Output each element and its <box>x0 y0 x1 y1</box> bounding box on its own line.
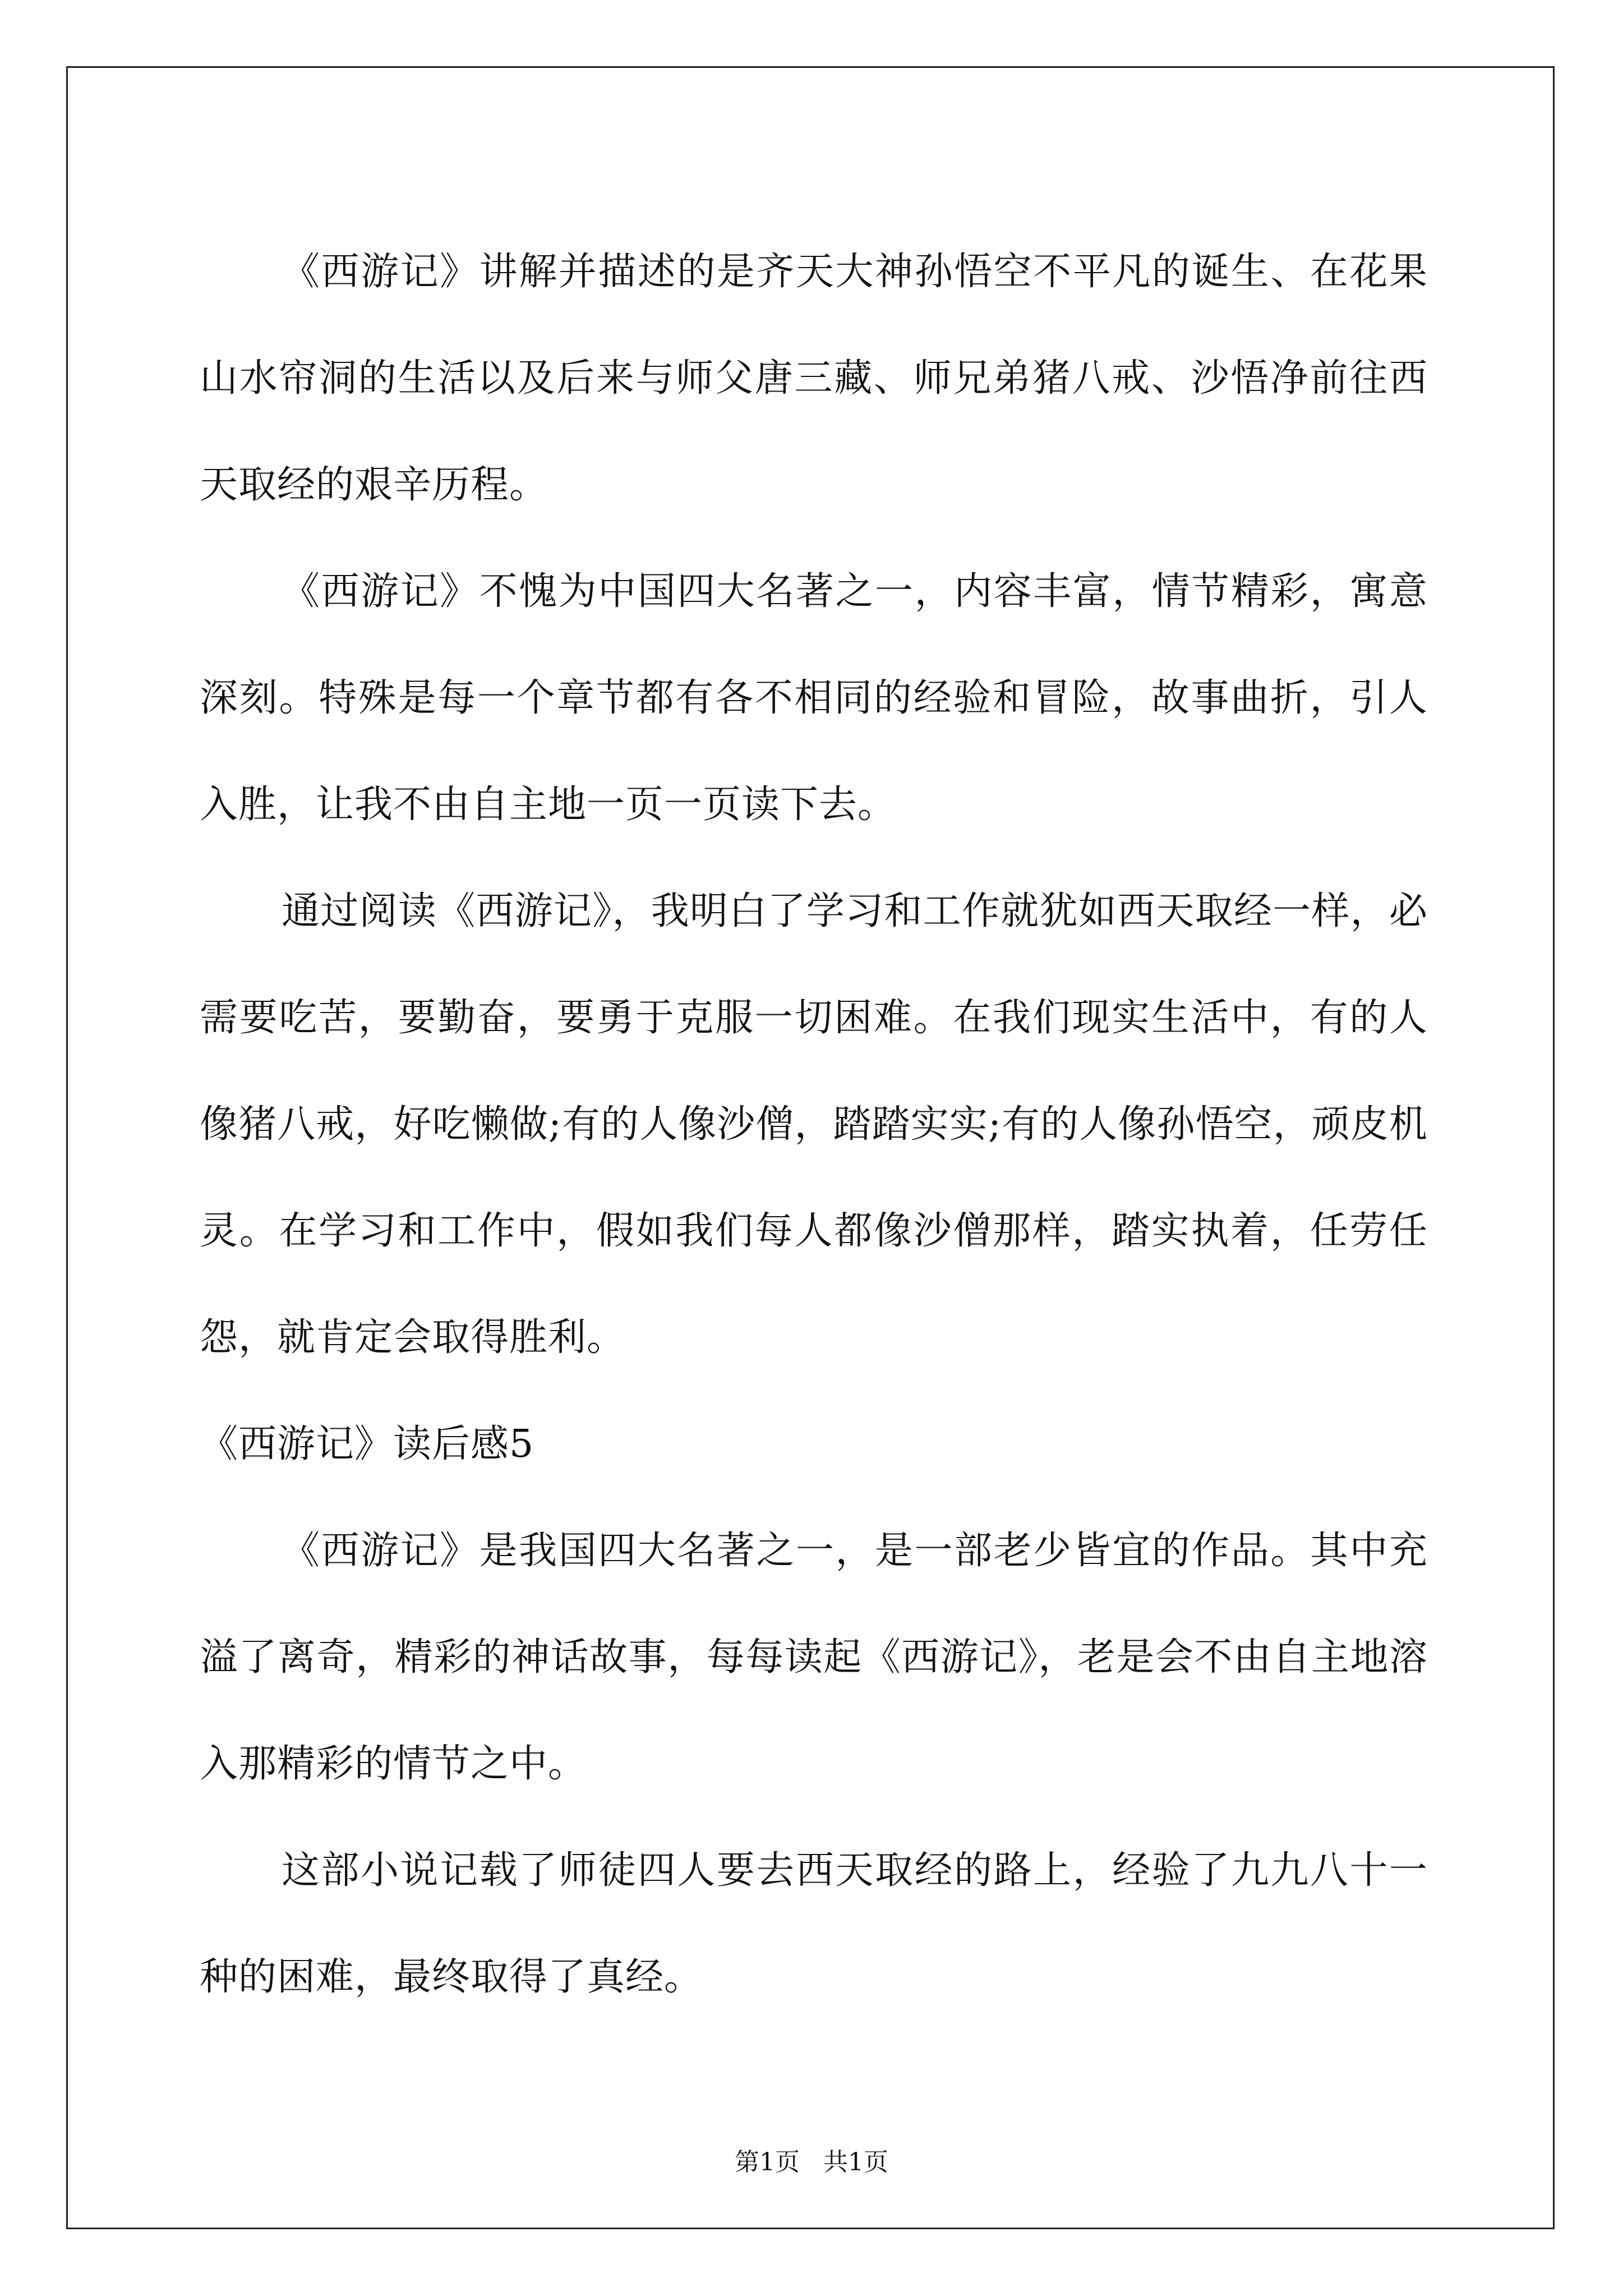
paragraph: 《西游记》是我国四大名著之一，是一部老少皆宜的作品。其中充溢了离奇，精彩的神话故事，每每读起《西游记》，老是会不由自主地溶入那精彩的情节之中。 <box>200 1529 1428 1786</box>
paragraph: 这部小说记载了师徒四人要去西天取经的路上，经验了九九八十一种的困难，最终取得了真经。 <box>200 1848 1428 1999</box>
paragraph: 《西游记》讲解并描述的是齐天大神孙悟空不平凡的诞生、在花果山水帘洞的生活以及后来与师父唐三藏、师兄弟猪八戒、沙悟净前往西天取经的艰辛历程。 <box>200 250 1428 507</box>
paragraph: 通过阅读《西游记》，我明白了学习和工作就犹如西天取经一样，必需要吃苦，要勤奋，要勇于克服一切困难。在我们现实生活中，有的人像猪八戒，好吃懒做;有的人像沙僧，踏踏实实;有的人像孙悟空，顽皮机灵。在学习和工作中，假如我们每人都像沙僧那样，踏实执着，任劳任怨，就肯定会取得胜利。 <box>200 889 1428 1360</box>
page-footer <box>0 2142 1623 2178</box>
page-number-current: 第1页 <box>735 2148 800 2177</box>
section-heading: 《西游记》读后感5 <box>200 1422 534 1466</box>
page-number-total: 共1页 <box>823 2148 888 2177</box>
paragraph: 《西游记》不愧为中国四大名著之一，内容丰富，情节精彩，寓意深刻。特殊是每一个章节都有各不相同的经验和冒险，故事曲折，引人入胜，让我不由自主地一页一页读下去。 <box>200 569 1428 827</box>
document-body <box>200 219 1428 2031</box>
